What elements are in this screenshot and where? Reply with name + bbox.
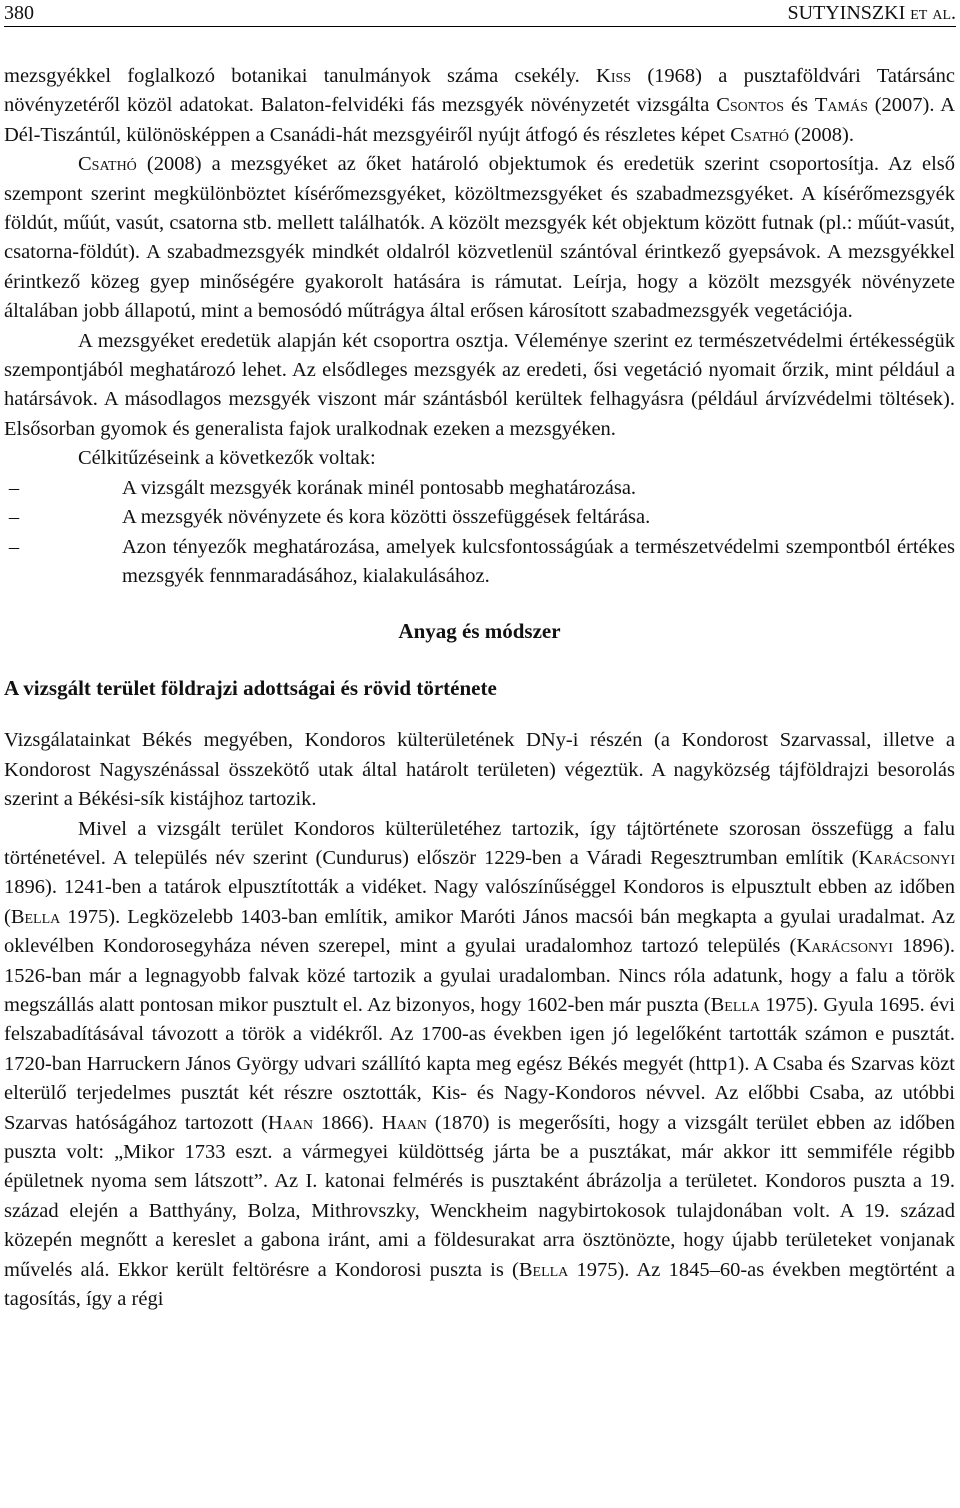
- cited-author: Bella: [518, 1258, 569, 1281]
- dash-bullet: –: [8, 506, 20, 529]
- cited-author: Csontos: [716, 94, 785, 117]
- cited-author: Csathó: [78, 153, 137, 176]
- cited-author: Haan: [267, 1111, 314, 1134]
- text-run: 1975). Legközelebb 1403-ban említik, amikor Maróti János macsói bán megkapta a gyulai uradalmat. Az oklevélben Kondorosegyháza néven szerepel, mint a gyulai uradalomhoz tartozó település (: [4, 905, 955, 958]
- text-run: (1968) a pusztaföldvári Tatársánc növényzetéről közöl adatokat. Balaton-felvidéki fás mezsgyék növényzetét vizsgálta: [4, 65, 955, 117]
- running-header: [4, 0, 956, 27]
- text-run: Mivel a vizsgált terület Kondoros külterületéhez tartozik, így tájtörténete szorosan összefügg a falu történetével. A település név szerint (Cundurus) először 1229-ben a Váradi Regesztrumban említik (: [4, 817, 955, 869]
- cited-author: Csathó: [730, 123, 790, 146]
- aims-list-item: [4, 533, 955, 592]
- aims-item-text: Azon tényezők meghatározása, amelyek kulcsfontosságúak a természetvédelmi szempontból értékes mezsgyék fennmaradásához, kialakulásához.: [122, 535, 955, 587]
- aims-list-item: [4, 503, 955, 532]
- subsection-heading: A vizsgált terület földrajzi adottságai és rövid története: [4, 676, 497, 701]
- cited-author: Tamás: [814, 94, 868, 117]
- cited-author: Karácsonyi: [858, 846, 955, 869]
- study-area-paragraph-1: [4, 726, 955, 814]
- text-run: 1896). 1526-ban már a legnagyobb falvak közé tartozik a gyulai uradalomban. Nincs róla adatunk, hogy a falu a török megszállás alatt pontosan mikor pusztult el. Az bizonyos, hogy 1602-ben már puszta (: [4, 935, 955, 1016]
- text-run: (2007). A Dél-Tiszántúl, különösképpen a Csanádi-hát mezsgyéiről nyújt átfogó és részletes képet: [4, 94, 956, 146]
- text-run: (2008).: [789, 123, 854, 146]
- section-heading: Anyag és módszer: [398, 619, 561, 644]
- text-run: A mezsgyéket eredetük alapján két csoportra osztja. Véleménye szerint ez természetvédelmi értékességük szempontjából meghatározó lehet. Az elsődleges mezsgyék az eredeti, ősi vegetáció nyomait őrzik, mint például a határsávok. A másodlagos mezsgyék viszont már szántásból kerültek felhagyásra (például árvízvédelmi töltések). Elsősorban gyomok és generalista fajok uralkodnak ezeken a mezsgyéken.: [4, 329, 955, 440]
- text-run: 1975). Az 1845–60-as években megtörtént a tagosítás, így a régi: [4, 1258, 955, 1311]
- cited-author: Bella: [710, 993, 761, 1016]
- intro-paragraph-3: [4, 327, 955, 445]
- text-run: és: [784, 94, 815, 117]
- running-author: SUTYINSZKI et al.: [787, 2, 956, 24]
- aims-intro: Célkitűzéseink a következők voltak:: [78, 447, 376, 470]
- text-run: mezsgyékkel foglalkozó botanikai tanulmányok száma csekély.: [4, 65, 597, 87]
- cited-author: Karácsonyi: [796, 935, 893, 958]
- text-run: (2008) a mezsgyéket az őket határoló objektumok és eredetük szerint csoportosítja. Az első szempont szerint megkülönböztet kísérőmezsgyéket, közöltmezsgyéket és szabadmezsgyéket. A kísérőmezsgyék földút, műút, vasút, csatorna stb. mellett találhatók. A közölt mezsgyék két objektum között futnak (pl.: műút-vasút, csatorna-földút). A szabadmezsgyék mindkét oldalról közvetlenül szántóval érintkező gyepsávok. A mezsgyékkel érintkező közeg gyep minőségére gyakorolt hatására is rámutat. Leírja, hogy a közölt mezsgyék növényzete általában jobb állapotú, mint a bemosódó műtrágya által erősen károsított szabadmezsgyék vegetációja.: [4, 153, 955, 323]
- page-body: [4, 62, 955, 1314]
- intro-paragraph-2: [4, 150, 955, 326]
- text-run: (1870) is megerősíti, hogy a vizsgált terület ebben az időben puszta volt: „Mikor 1733 eszt. a vármegyei küldöttség járta be a pusztákat, már akkor itt semmiféle régibb épületnek nyoma sem látszott”. Az I. katonai felmérés is pusztaként ábrázolja a területet. Kondoros puszta a 19. század elején a Batthyány, Bolza, Mithrovszky, Wenckheim nagybirtokosok tulajdonában volt. A 19. század közepén megnőtt a kereslet a gabona iránt, ami a földesurakat arra ösztönözte, hogy újabb területeket vonjanak művelés alá. Ekkor került feltörésre a Kondorosi puszta is (: [4, 1111, 955, 1281]
- text-run: 1975). Gyula 1695. évi felszabadításával távozott a török a vidékről. Az 1700-as években igen jó legelőként tartották számon e pusztát. 1720-ban Harruckern János György udvari szállító kapta meg egész Békés megyét (http1). A Csaba és Szarvas közt elterülő terjedelmes pusztát két részre osztották, Kis- és Nagy-Kondoros névvel. Az előbbi Csaba, az utóbbi Szarvas hatóságához tartozott (: [4, 993, 955, 1134]
- text-run: Vizsgálatainkat Békés megyében, Kondoros külterületének DNy-i részén (a Kondorost Szarvassal, illetve a Kondorost Nagyszénással összekötő utak által határolt területen) végeztük. A nagyközség tájföldrajzi besorolás szerint a Békési-sík kistájhoz tartozik.: [4, 729, 955, 811]
- aims-list: [4, 474, 955, 592]
- cited-author: Bella: [10, 905, 61, 928]
- intro-paragraph-1: [4, 62, 955, 150]
- aims-item-text: A vizsgált mezsgyék korának minél pontosabb meghatározása.: [122, 476, 637, 499]
- study-area-paragraph-2: [4, 815, 955, 1315]
- dash-bullet: –: [8, 476, 20, 499]
- aims-item-text: A mezsgyék növényzete és kora közötti összefüggések feltárása.: [122, 506, 651, 529]
- cited-author: Kiss: [596, 65, 632, 87]
- aims-list-item: [4, 474, 955, 503]
- cited-author: Haan: [381, 1111, 427, 1134]
- text-run: 1866).: [313, 1111, 382, 1134]
- page-number: 380: [4, 2, 34, 24]
- dash-bullet: –: [8, 535, 20, 558]
- text-run: 1896). 1241-ben a tatárok elpusztították a vidéket. Nagy valószínűséggel Kondoros is elpusztult ebben az időben (: [4, 876, 955, 928]
